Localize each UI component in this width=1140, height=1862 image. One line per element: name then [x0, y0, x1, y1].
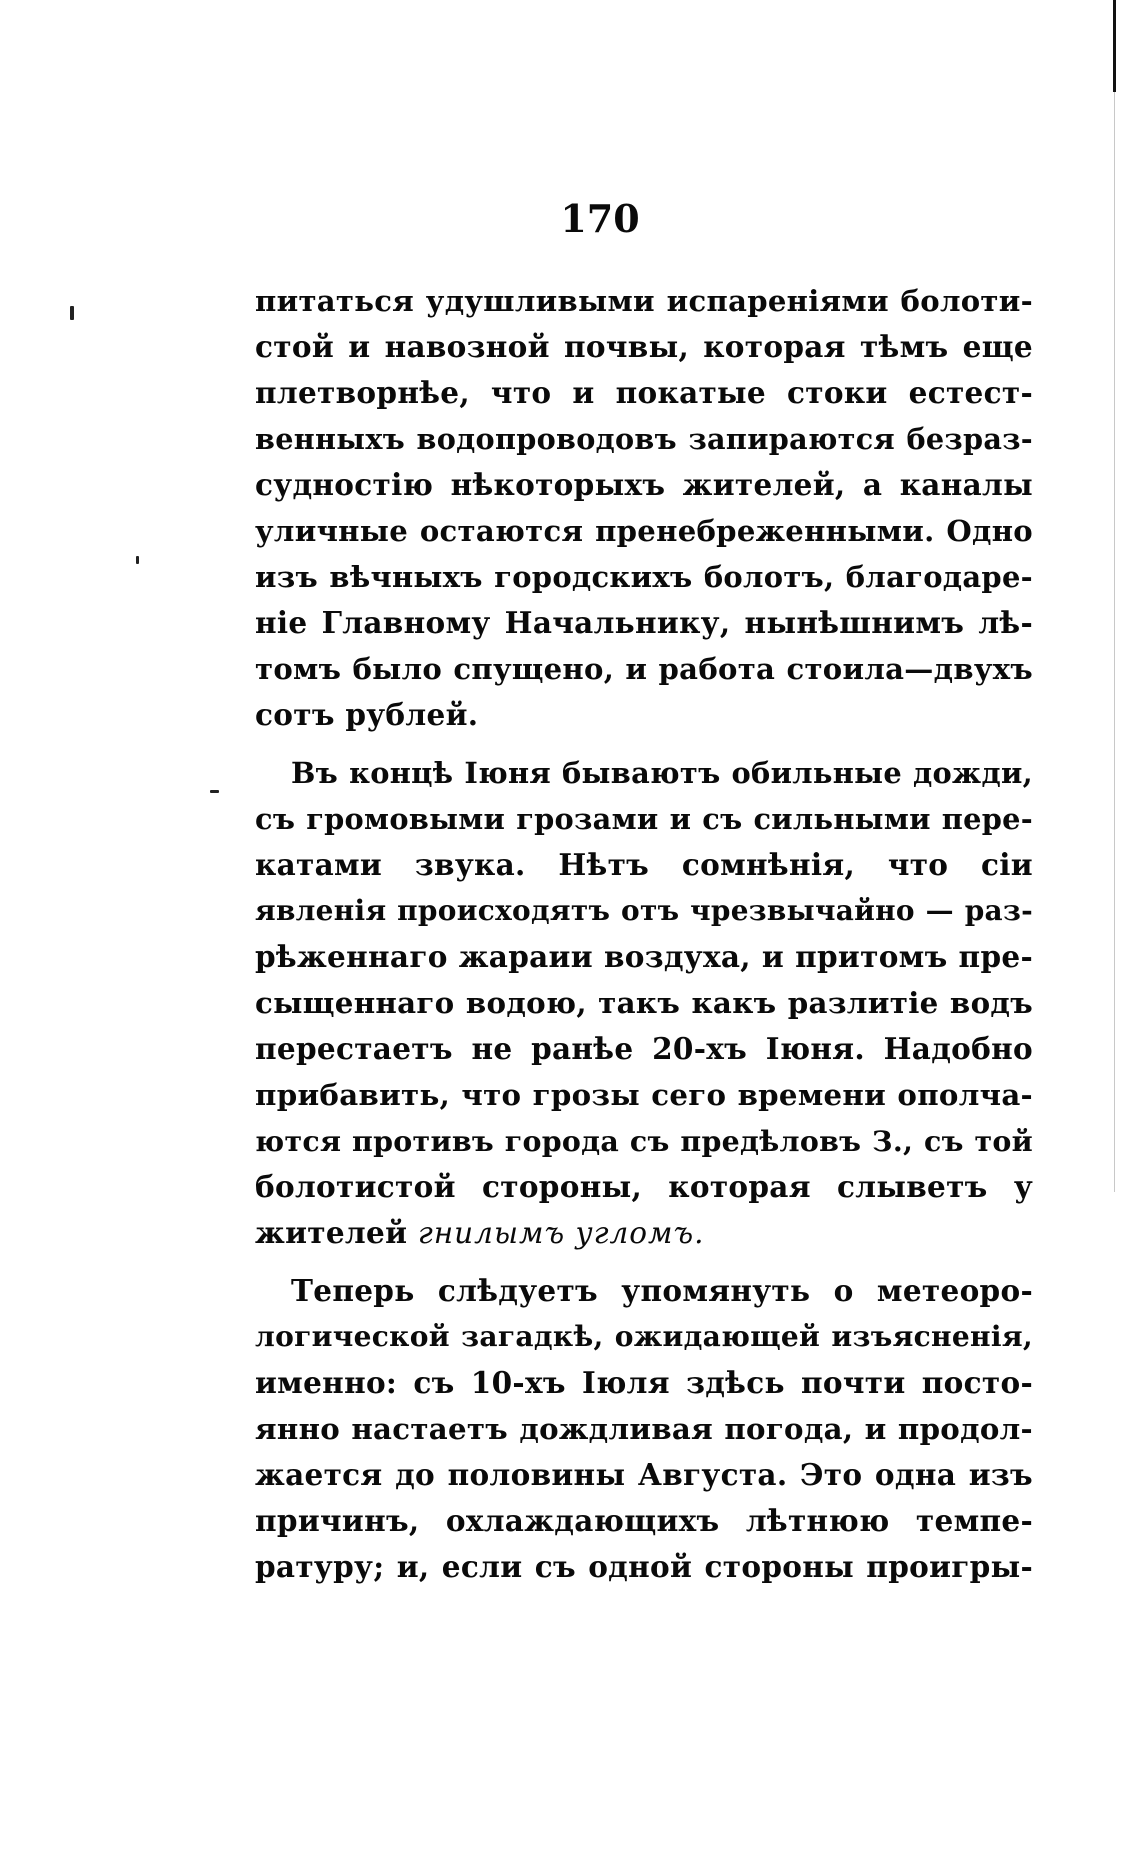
text-line [255, 1210, 1033, 1256]
scan-speck [136, 556, 139, 564]
text-line: питаться удушливыми испареніями болоти- [255, 284, 1033, 318]
text-emphasis: гнилымъ угломъ. [417, 1216, 705, 1250]
text-line: изъ вѣчныхъ городскихъ болотъ, благодаре- [255, 560, 1033, 594]
text-line: жается до половины Августа. Это одна изъ [255, 1457, 1033, 1492]
text-line: Въ концѣ Іюня бываютъ обильные дожди, [291, 756, 1033, 790]
text-line: ются противъ города съ предѣловъ З., съ той [255, 1124, 1033, 1158]
text-line: прибавить, что грозы сего времени ополча- [255, 1078, 1033, 1112]
text-line: сыщеннаго водою, такъ какъ разлитіе водъ [255, 985, 1033, 1020]
scan-edge-mark [1113, 0, 1116, 92]
text-line: венныхъ водопроводовъ запираются безраз- [255, 422, 1033, 456]
text-line: сотъ рублей. [255, 697, 479, 732]
text-line: плетворнѣе, что и покатые стоки естест- [255, 375, 1033, 410]
text-line: стой и навозной почвы, которая тѣмъ еще [255, 329, 1033, 364]
scan-speck [210, 790, 219, 793]
text-line: ратуру; и, если съ одной стороны проигры- [255, 1549, 1033, 1584]
text-line: логической загадкѣ, ожидающей изъясненія, [255, 1320, 1033, 1353]
text-line: судностію нѣкоторыхъ жителей, а каналы [255, 467, 1033, 502]
text-line: именно: съ 10-хъ Іюля здѣсь почти посто- [255, 1365, 1033, 1400]
text-line: болотистой стороны, которая слыветъ у [255, 1169, 1033, 1204]
text-line: явленія происходятъ отъ чрезвычайно — раз- [255, 894, 1033, 927]
paragraph-2 [255, 750, 1033, 1256]
scan-gutter-line [1114, 92, 1115, 1192]
text-line: янно настаетъ дождливая погода, и продол- [255, 1412, 1033, 1446]
paragraph-3 [255, 1268, 1033, 1590]
text-line: Теперь слѣдуетъ упомянуть о метеоро- [291, 1273, 1033, 1308]
text-line: уличные остаются пренебреженными. Одно [255, 514, 1033, 548]
page-number: 170 [560, 196, 640, 241]
text-line: съ громовыми грозами и съ сильными пере- [255, 802, 1033, 836]
text-line: перестаетъ не ранѣе 20-хъ Іюня. Надобно [255, 1031, 1033, 1066]
page-body [255, 278, 1033, 1590]
text-line: катами звука. Нѣтъ сомнѣнія, что сіи [255, 847, 1033, 882]
text-line: ніе Главному Начальнику, нынѣшнимъ лѣ- [255, 605, 1033, 640]
text-line: рѣженнаго жараии воздуха, и притомъ пре- [255, 939, 1033, 974]
scan-speck [70, 306, 74, 320]
text-line: причинъ, охлаждающихъ лѣтнюю темпе- [255, 1503, 1033, 1538]
paragraph-1 [255, 278, 1033, 738]
text-plain: жителей [255, 1215, 408, 1250]
text-line: томъ было спущено, и работа стоила—двухъ [255, 652, 1033, 686]
